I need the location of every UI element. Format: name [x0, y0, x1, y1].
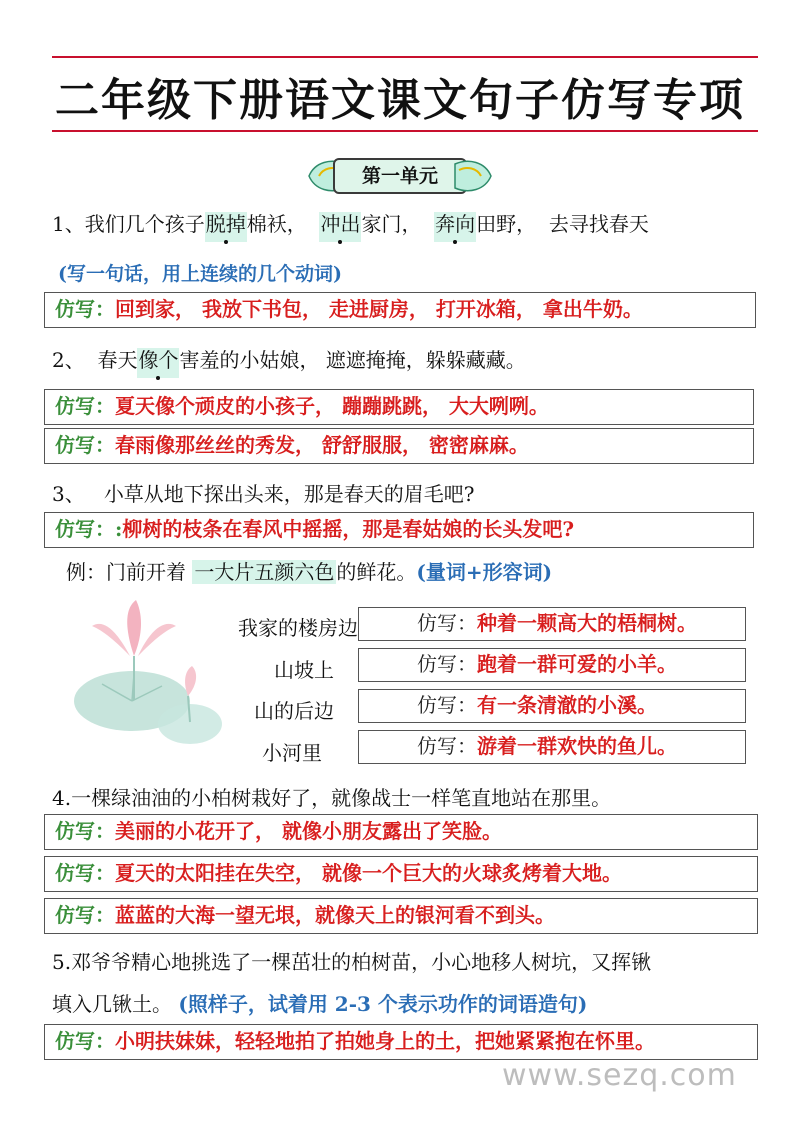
answer-label: 仿写：: [55, 297, 115, 321]
sentence-5-line-1: 5.邓爷爷精心地挑选了一棵茁壮的柏树苗，小心地移人树坑，又挥锹: [52, 950, 652, 974]
sentence-1-keyword: 奔向: [434, 212, 476, 242]
example-row-label: 山坡上: [274, 658, 334, 682]
page-title: 二年级下册语文课文句子仿写专项: [55, 75, 745, 126]
example-sentence: [66, 556, 552, 585]
sentence-2-part: 春天: [97, 348, 138, 372]
sentence-2-answer-box-1: [44, 389, 754, 425]
sentence-2-keyword: 像个: [137, 348, 179, 378]
sentence-1-number: 1、: [52, 212, 85, 236]
unit-badge-label: 第一单元: [333, 158, 467, 194]
answer-text: 游着一群欢快的鱼儿。: [477, 734, 677, 758]
answer-label: 仿写：: [417, 734, 477, 758]
answer-label: 仿写：: [55, 394, 115, 418]
answer-text: 种着一颗高大的梧桐树。: [477, 611, 697, 635]
answer-label: 仿写：: [55, 1029, 115, 1053]
unit-badge: [305, 152, 495, 200]
answer-label: 仿写：: [55, 903, 115, 927]
answer-label: 仿写：:: [55, 517, 123, 541]
sentence-3-answer-box: [44, 512, 754, 548]
sentence-5-hint: (照样子，试着用 2-3 个表示功作的词语造句): [178, 992, 588, 1016]
example-answer-box: [358, 607, 746, 641]
sentence-5-answer-box: [44, 1024, 758, 1060]
title-top-rule: [52, 56, 758, 58]
sentence-2-answer-box-2: [44, 428, 754, 464]
answer-text: 蓝蓝的大海一望无垠，就像天上的银河看不到头。: [115, 903, 555, 927]
answer-label: 仿写：: [417, 611, 477, 635]
example-note: (量词+形容词): [416, 560, 553, 584]
example-row-label: 我家的楼房边: [238, 616, 358, 640]
sentence-4-answer-box-1: [44, 814, 758, 850]
example-row-label: 小河里: [262, 741, 322, 765]
answer-label: 仿写：: [417, 652, 477, 676]
sentence-4: 4.一棵绿油油的小柏树栽好了，就像战士一样笔直地站在那里。: [52, 786, 612, 810]
answer-label: 仿写：: [55, 433, 115, 457]
sentence-1-hint: (写一句话，用上连续的几个动词): [58, 263, 342, 285]
title-bottom-rule: [52, 130, 758, 132]
sentence-1: [52, 208, 649, 237]
answer-label: 仿写：: [417, 693, 477, 717]
sentence-5-line-2: [52, 988, 587, 1017]
sentence-1-answer-box: [44, 292, 756, 328]
sentence-4-answer-box-3: [44, 898, 758, 934]
answer-text: 美丽的小花开了， 就像小朋友露出了笑脸。: [115, 819, 502, 843]
sentence-1-part: 棉袄，: [246, 212, 307, 236]
sentence-3-text: 小草从地下探出头来，那是春天的眉毛吧?: [103, 482, 475, 506]
lotus-illustration: [62, 596, 232, 756]
site-watermark: www.sezq.com: [502, 1058, 737, 1093]
sentence-1-part: 田野，: [476, 212, 537, 236]
answer-text: 有一条清澈的小溪。: [477, 693, 657, 717]
answer-text: 小明扶妹妹，轻轻地拍了拍她身上的土，把她紧紧抱在怀里。: [115, 1029, 655, 1053]
answer-text: 回到家， 我放下书包， 走进厨房， 打开冰箱， 拿出牛奶。: [115, 297, 643, 321]
sentence-2: [52, 344, 526, 373]
sentence-4-answer-box-2: [44, 856, 758, 892]
sentence-3-number: 3、: [52, 482, 85, 506]
example-part: 的鲜花。: [336, 560, 417, 584]
sentence-1-keyword: 脱掉: [205, 212, 247, 242]
sentence-1-part: 去寻找春天: [548, 212, 649, 236]
sentence-2-part: 害羞的小姑娘， 遮遮掩掩，躲躲藏藏。: [179, 348, 526, 372]
answer-label: 仿写：: [55, 819, 115, 843]
answer-text: 夏天的太阳挂在失空， 就像一个巨大的火球炙烤着大地。: [115, 861, 622, 885]
example-answer-box: [358, 648, 746, 682]
example-part: 例：门前开着: [66, 560, 193, 584]
example-row-label: 山的后边: [254, 699, 334, 723]
sentence-5-part: 填入几锹土。: [52, 992, 172, 1016]
example-answer-box: [358, 689, 746, 723]
badge-right-ornament: [451, 154, 495, 198]
example-keyword: 一大片五颜六色: [194, 560, 335, 584]
sentence-1-part: 家门，: [361, 212, 422, 236]
answer-text: 春雨像那丝丝的秀发， 舒舒服服， 密密麻麻。: [115, 433, 529, 457]
sentence-1-part: 我们几个孩子: [84, 212, 205, 236]
answer-label: 仿写：: [55, 861, 115, 885]
example-answer-box: [358, 730, 746, 764]
answer-text: 柳树的枝条在春风中摇摇，那是春姑娘的长头发吧?: [122, 517, 575, 541]
sentence-3: [52, 478, 475, 507]
answer-text: 跑着一群可爱的小羊。: [477, 652, 677, 676]
sentence-2-number: 2、: [52, 348, 85, 372]
answer-text: 夏天像个顽皮的小孩子， 蹦蹦跳跳， 大大咧咧。: [115, 394, 549, 418]
sentence-1-keyword: 冲出: [319, 212, 361, 242]
